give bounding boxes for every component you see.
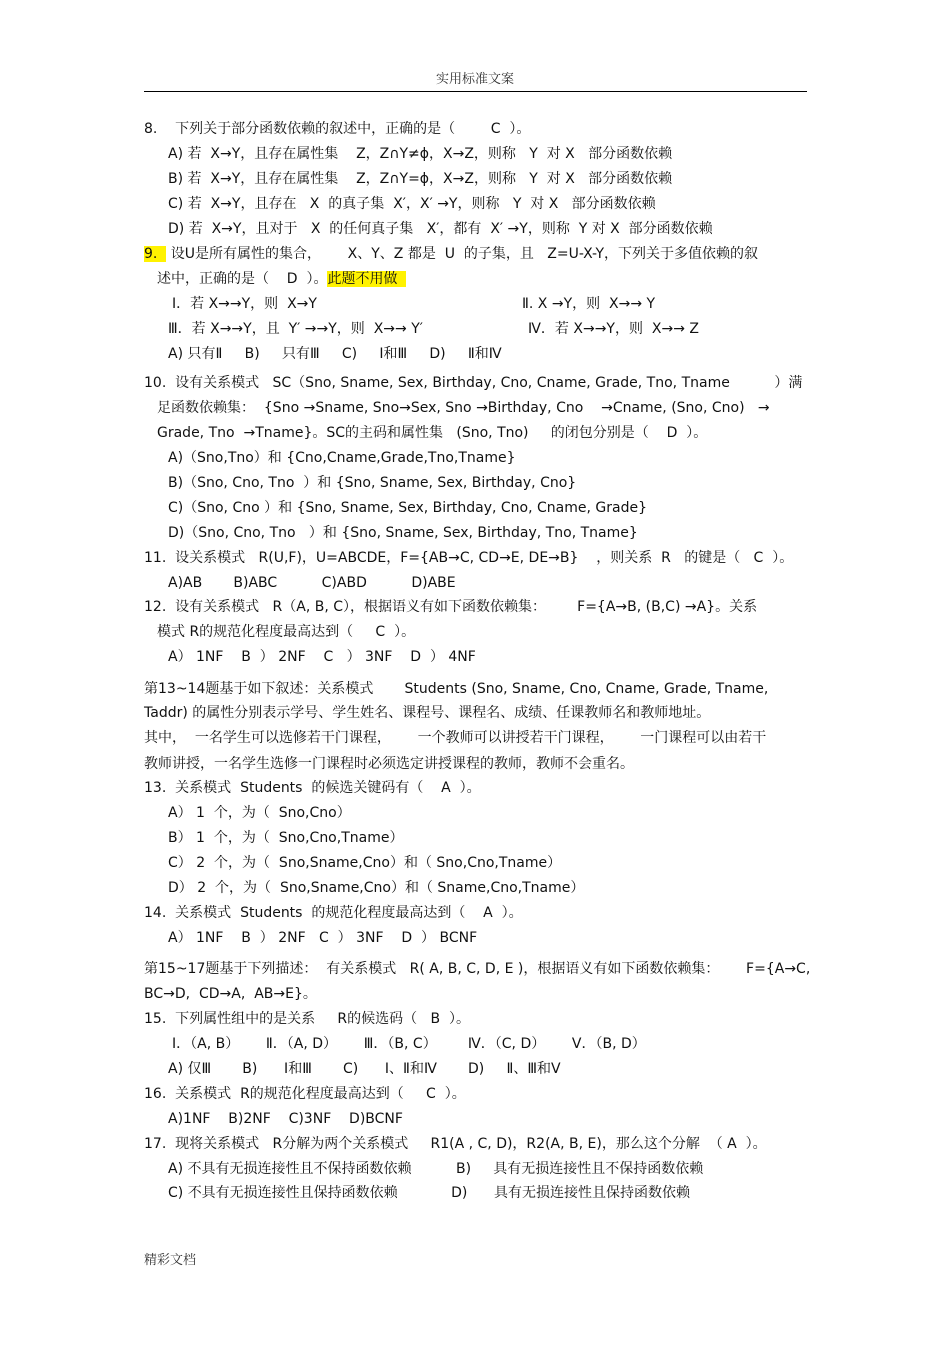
- text-segment: 述中，正确的是（ D ）。: [157, 271, 328, 287]
- text-line: 模式 R的规范化程度最高达到（ C ）。: [157, 624, 416, 640]
- text-line: C) 若 X→Y，且存在 X 的真子集 X′，X′ →Y，则称 Y 对 X 部分函数依赖: [168, 196, 656, 212]
- text-line: 足函数依赖集： {Sno →Sname, Sno→Sex, Sno →Birthday, Cno →Cname, (Sno, Cno) →: [157, 400, 770, 416]
- text-line: 8. 下列关于部分函数依赖的叙述中，正确的是（ C ）。: [144, 121, 531, 137]
- text-line: 15. 下列属性组中的是关系 R的候选码（ B ）。: [144, 1011, 470, 1027]
- page-header: 实用标准文案: [435, 72, 514, 87]
- page-footer: 精彩文档: [144, 1253, 197, 1268]
- text-line: 11. 设关系模式 R(U,F)，U=ABCDE，F={AB→C, CD→E, DE→B} ，则关系 R 的键是（ C ）。: [144, 550, 794, 566]
- text-line: 12. 设有关系模式 R（A, B, C），根据语义有如下函数依赖集： F={A→B, (B,C) →A}。关系: [144, 599, 758, 615]
- text-line: Ⅰ．若 X→→Y，则 X→Y: [172, 296, 317, 312]
- text-line: D） 2 个，为（ Sno,Sname,Cno）和（ Sname,Cno,Tname）: [168, 880, 585, 896]
- text-line: A) 若 X→Y，且存在属性集 Z，Z∩Y≠ϕ，X→Z，则称 Y 对 X 部分函数依赖: [168, 146, 673, 162]
- text-line: Ⅳ．若 X→→Y，则 X→→ Z: [528, 321, 699, 337]
- text-line: A） 1NF B ） 2NF C ） 3NF D ） 4NF: [168, 649, 476, 665]
- text-line: 其中， 一名学生可以选修若干门课程， 一个教师可以讲授若干门课程， 一门课程可以由若干: [144, 730, 767, 746]
- text-line: 教师讲授，一名学生选修一门课程时必须选定讲授课程的教师，教师不会重名。: [144, 756, 634, 772]
- text-line: 16. 关系模式 R的规范化程度最高达到（ C ）。: [144, 1086, 466, 1102]
- text-line: 14. 关系模式 Students 的规范化程度最高达到（ A ）。: [144, 905, 523, 921]
- text-line: D) 若 X→Y，且对于 X 的任何真子集 X′，都有 X′ →Y，则称 Y 对 X 部分函数依赖: [168, 221, 713, 237]
- text-line: 10. 设有关系模式 SC（Sno, Sname, Sex, Birthday, Cno, Cname, Grade, Tno, Tname ）满: [144, 375, 803, 391]
- text-line: C） 2 个，为（ Sno,Sname,Cno）和（ Sno,Cno,Tname）: [168, 855, 562, 871]
- text-line: B） 1 个，为（ Sno,Cno,Tname）: [168, 830, 404, 846]
- text-line: Ⅲ．若 X→→Y，且 Y′ →→Y，则 X→→ Y′: [168, 321, 423, 337]
- text-line: C)（Sno, Cno ）和 {Sno, Sname, Sex, Birthday, Cno, Cname, Grade}: [168, 500, 647, 516]
- text-line: C) 不具有无损连接性且保持函数依赖 D) 具有无损连接性且保持函数依赖: [168, 1185, 691, 1201]
- text-line: A） 1 个，为（ Sno,Cno）: [168, 805, 351, 821]
- header-rule: [144, 91, 807, 92]
- text-line: A) 仅Ⅲ B) Ⅰ和Ⅲ C) Ⅰ、Ⅱ和Ⅳ D) Ⅱ、Ⅲ和Ⅴ: [168, 1061, 561, 1077]
- text-line: 13. 关系模式 Students 的候选关键码有（ A ）。: [144, 780, 481, 796]
- text-line: 第15~17题基于下列描述： 有关系模式 R( A, B, C, D, E )，根据语义有如下函数依赖集： F={A→C,: [144, 961, 811, 977]
- text-line: Taddr) 的属性分别表示学号、学生姓名、课程号、课程名、成绩、任课教师名和教师地址。: [144, 705, 711, 721]
- text-line: A)AB B)ABC C)ABD D)ABE: [168, 575, 456, 591]
- text-segment: 设U是所有属性的集合， X、Y、Z 都是 U 的子集，且 Z=U-X-Y，下列关于多值依赖的叙: [166, 246, 759, 262]
- text-line: B)（Sno, Cno, Tno ）和 {Sno, Sname, Sex, Birthday, Cno}: [168, 475, 577, 491]
- text-line: A)1NF B)2NF C)3NF D)BCNF: [168, 1111, 403, 1127]
- text-line: D)（Sno, Cno, Tno ）和 {Sno, Sname, Sex, Birthday, Tno, Tname}: [168, 525, 638, 541]
- highlighted-text: 此题不用做: [327, 271, 407, 287]
- text-line: BC→D, CD→A, AB→E}。: [144, 986, 317, 1002]
- text-line: 第13~14题基于如下叙述：关系模式 Students (Sno, Sname, Cno, Cname, Grade, Tname,: [144, 681, 769, 697]
- text-line: A) 不具有无损连接性且不保持函数依赖 B) 具有无损连接性且不保持函数依赖: [168, 1161, 704, 1177]
- text-line: 17. 现将关系模式 R分解为两个关系模式 R1(A , C, D)，R2(A, B, E)，那么这个分解 （ A ）。: [144, 1136, 767, 1152]
- text-line: Grade, Tno →Tname}。SC的主码和属性集 (Sno, Tno) 的闭包分别是（ D ）。: [157, 425, 708, 441]
- text-line: A） 1NF B ） 2NF C ） 3NF D ） BCNF: [168, 930, 478, 946]
- text-line: Ⅰ．（A, B） Ⅱ．（A, D） Ⅲ．（B, C） Ⅳ．（C, D） Ⅴ．（B, D）: [172, 1036, 646, 1052]
- text-line: [144, 245, 758, 263]
- text-line: B) 若 X→Y，且存在属性集 Z，Z∩Y=ϕ，X→Z，则称 Y 对 X 部分函数依赖: [168, 171, 673, 187]
- text-line: A) 只有Ⅱ B) 只有Ⅲ C) Ⅰ和Ⅲ D) Ⅱ和Ⅳ: [168, 346, 502, 362]
- text-line: Ⅱ. X →Y，则 X→→ Y: [522, 296, 656, 312]
- highlighted-text: 9.: [144, 246, 167, 262]
- text-line: [157, 270, 406, 288]
- text-line: A)（Sno,Tno）和 {Cno,Cname,Grade,Tno,Tname}: [168, 450, 516, 466]
